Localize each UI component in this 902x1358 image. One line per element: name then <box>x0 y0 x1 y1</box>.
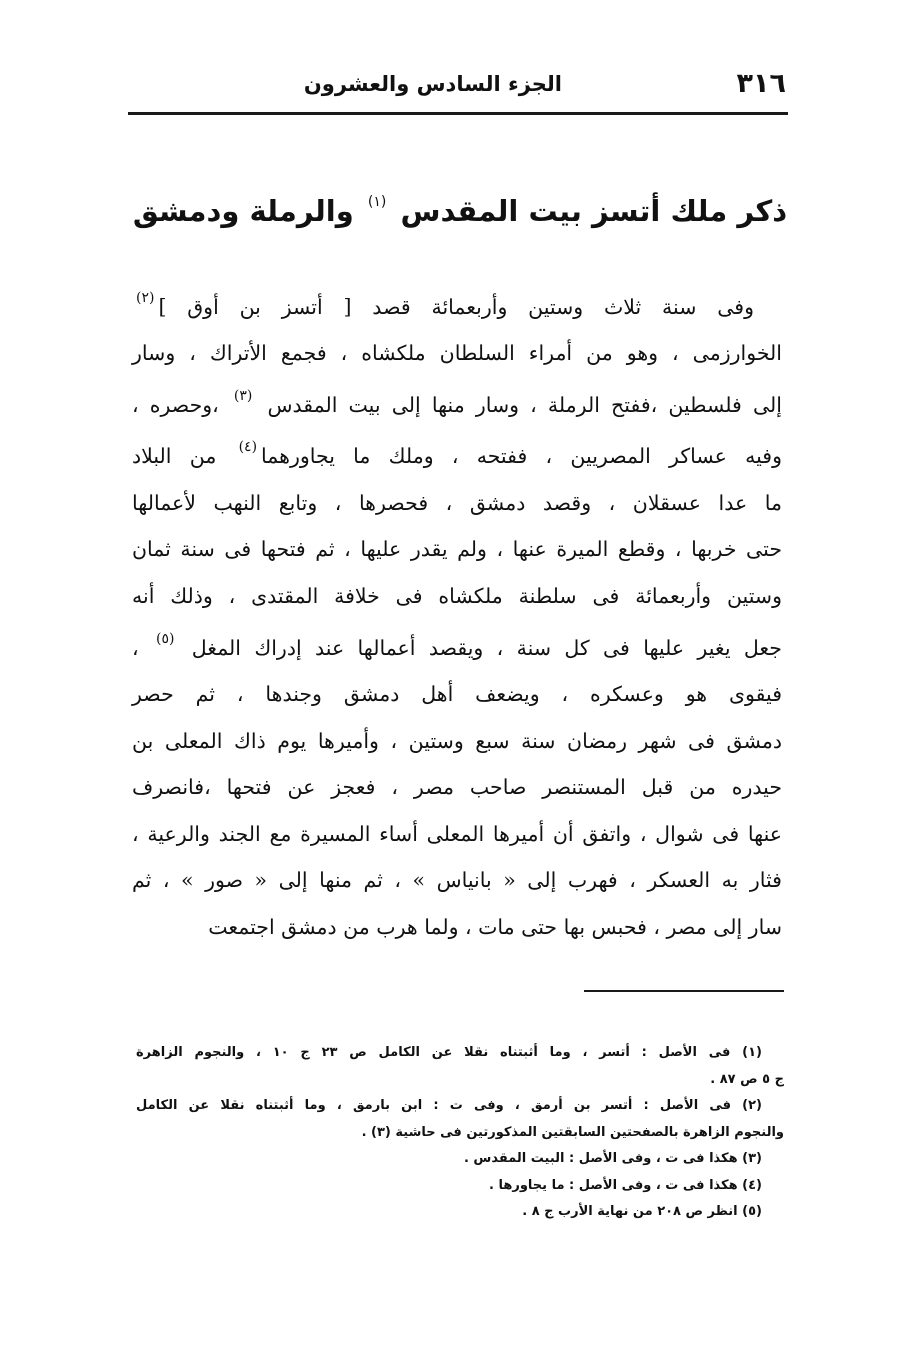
running-header <box>128 62 788 115</box>
body-line-3-text: إلى فلسطين ،ففتح الرملة ، وسار منها إلى بيت المقدس <box>267 392 782 417</box>
footnote-1-cont: ج ٥ ص ٨٧ . <box>710 1071 784 1087</box>
body-line-1 <box>132 279 782 330</box>
running-title: الجزء السادس والعشرون <box>303 72 562 96</box>
footnote-ref-2: (٢) <box>136 290 155 306</box>
footnote-ref-3: (٣) <box>233 388 253 405</box>
body-line-12: عنها فى شوال ، واتفق أن أميرها المعلى أساء المسيرة مع الجند والرعية ، <box>132 821 782 846</box>
footnote-5: (٥) انظر ص ٢٠٨ من نهاية الأرب ج ٨ . <box>522 1204 762 1219</box>
body-line-13: فثار به العسكر ، فهرب إلى « بانياس » ، ثم منها إلى « صور » ، ثم <box>132 868 782 893</box>
section-title-part1: ذكر ملك أتسز بيت المقدس <box>400 194 788 228</box>
section-title <box>130 194 790 228</box>
footnotes <box>136 1040 784 1226</box>
footnote-divider <box>584 990 784 992</box>
body-line-3 <box>132 377 782 428</box>
body-line-3-tail: ،وحصره ، <box>132 392 219 417</box>
body-line-9: فيقوى هو وعسكره ، ويضعف أهل دمشق وجندها ، ثم حصر <box>132 682 782 707</box>
footnote-2-cont: والنجوم الزاهرة بالصفحتين السابقتين المذكورتين فى حاشية (٣) . <box>361 1124 784 1140</box>
footnote-1: (١) فى الأصل : أتسر ، وما أثبتناه نقلا عن الكامل ص ٢٣ ج ١٠ ، والنجوم الزاهرة <box>136 1045 762 1060</box>
body-line-11: حيدره من قبل المستنصر صاحب مصر ، فعجز عن فتحها ،فانصرف <box>132 775 782 800</box>
footnote-4: (٤) هكذا فى ت ، وفى الأصل : ما يجاورها . <box>488 1177 762 1193</box>
footnote-ref-5: (٥) <box>155 630 175 647</box>
page-number: ٣١٦ <box>736 68 786 99</box>
footnote-3: (٣) هكذا فى ت ، وفى الأصل : البيت المقدس . <box>463 1151 762 1166</box>
section-title-part2: والرملة ودمشق <box>132 194 354 228</box>
footnote-ref-4: (٤) <box>238 439 258 456</box>
body-text <box>132 279 782 951</box>
body-line-10: دمشق فى شهر رمضان سنة سبع وستين ، وأميرها يوم ذاك المعلى بن <box>132 728 782 753</box>
body-line-4-text: وفيه عساكر المصريين ، ففتحه ، وملك ما يجاورهما <box>261 444 782 469</box>
footnote-2: (٢) فى الأصل : أتسر بن أرمق ، وفى ت : ابن بارمق ، وما أثبتناه نقلا عن الكامل <box>136 1098 762 1113</box>
body-line-4 <box>132 428 782 479</box>
footnote-ref-1: (١) <box>367 194 387 211</box>
body-line-7: وستين وأربعمائة فى سلطنة ملكشاه فى خلافة المقتدى ، وذلك أنه <box>132 584 782 609</box>
body-line-8 <box>132 620 782 671</box>
body-line-14: سار إلى مصر ، فحبس بها حتى مات ، ولما هرب من دمشق اجتمعت <box>208 915 782 940</box>
body-line-6: حتى خربها ، وقطع الميرة عنها ، ولم يقدر عليها ، ثم فتحها فى سنة ثمان <box>132 537 782 562</box>
body-line-1-text: وفى سنة ثلاث وستين وأربعمائة قصد [ أتسز بن أوق ] <box>158 294 754 319</box>
body-line-4-tail: من البلاد <box>132 444 217 469</box>
body-line-8-tail: ، <box>132 635 139 660</box>
body-line-8-text: جعل يغير عليها فى كل سنة ، ويقصد أعمالها عند إدراك المغل <box>191 635 782 660</box>
body-line-5: ما عدا عسقلان ، وقصد دمشق ، فحصرها ، وتابع النهب لأعمالها <box>132 490 782 515</box>
body-line-2: الخوارزمى ، وهو من أمراء السلطان ملكشاه ، فجمع الأتراك ، وسار <box>132 341 782 366</box>
